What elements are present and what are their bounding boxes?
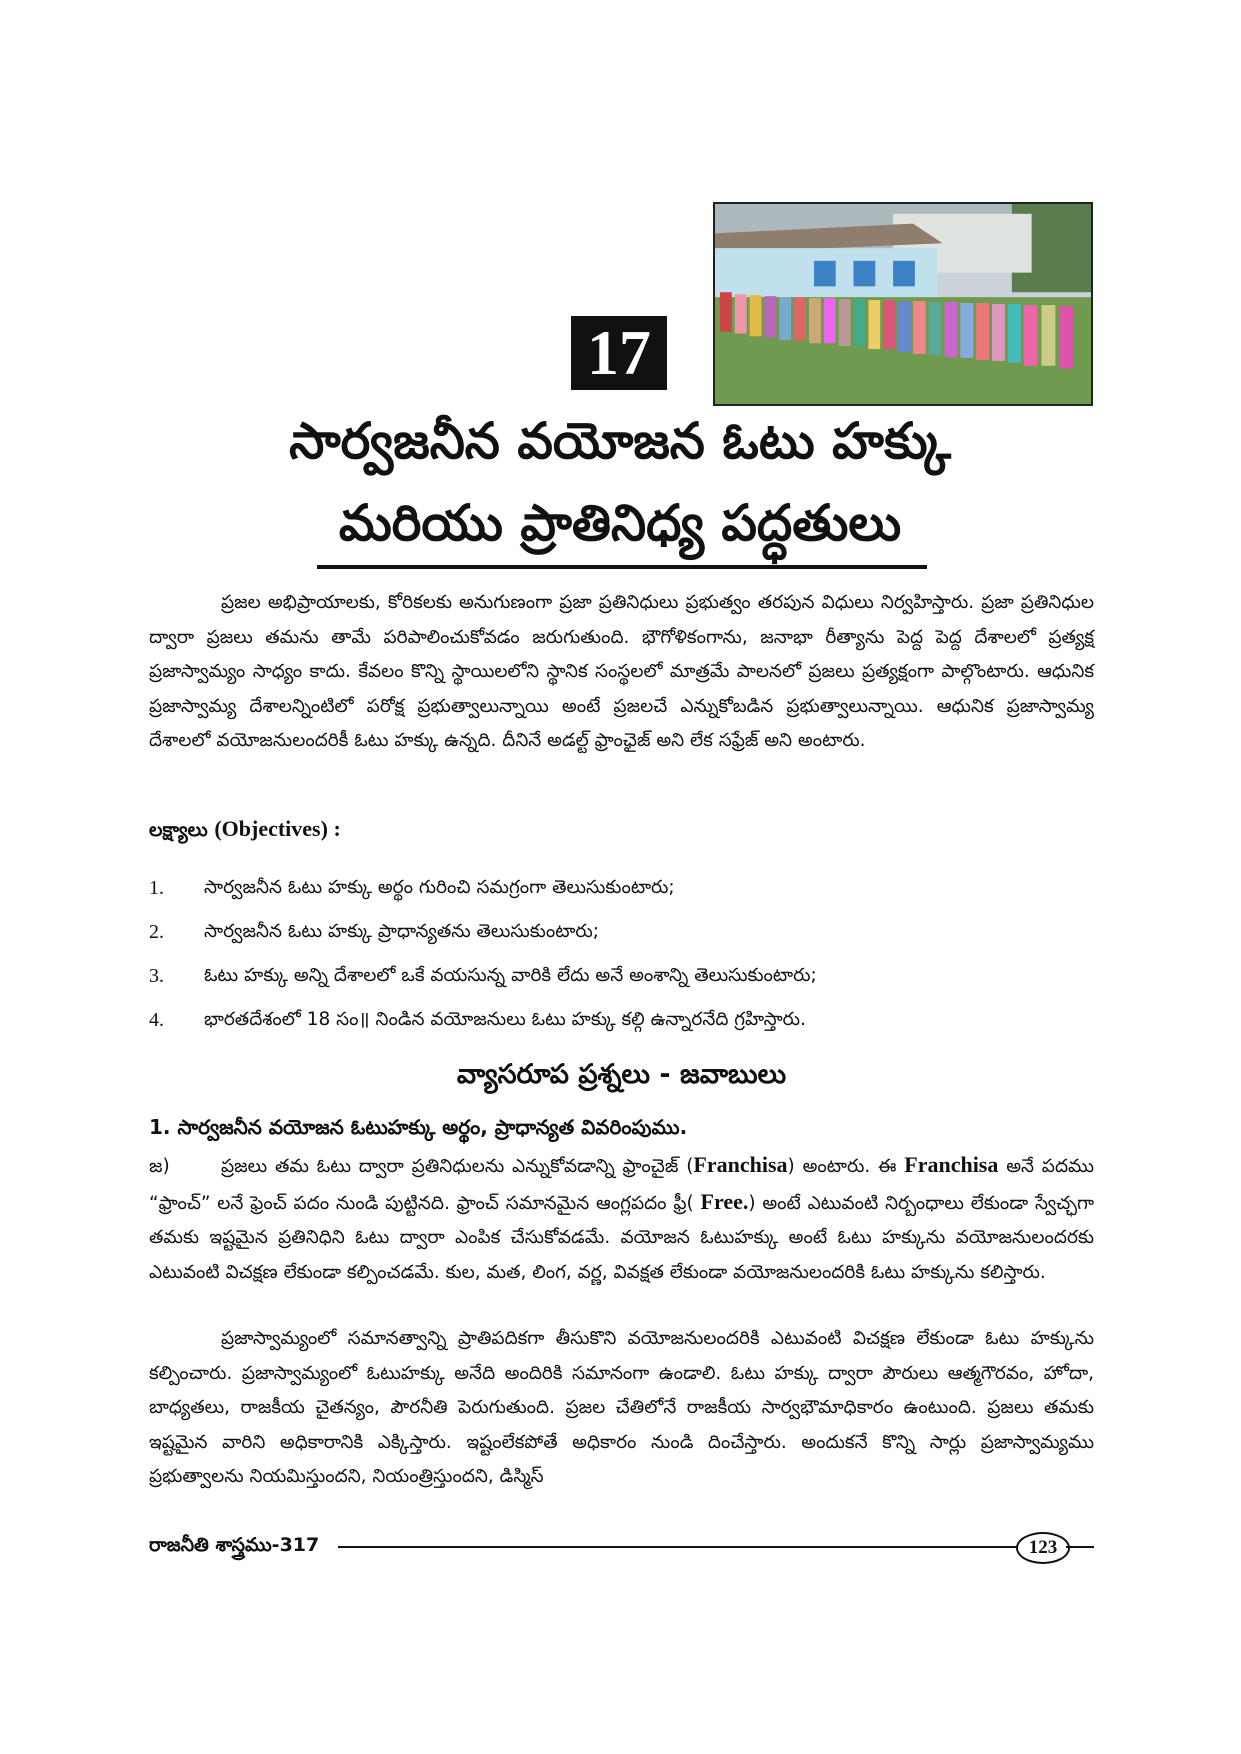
list-item (149, 866, 1094, 910)
item-number: 1. (149, 877, 164, 899)
footer-rule-right (1066, 1546, 1094, 1548)
answer-text-3: అనే పదము “ఫ్రాంచ్” లనే ఫ్రెంచ్ పదం నుండి పుట్టినది. ఫ్రాంచ్ సమానమైన ఆంగ్లపదం ఫ్రీ( (149, 1156, 1094, 1214)
chapter-title-line1: సార్వజనీన వయోజన ఓటు హక్కు (289, 412, 951, 470)
queue-of-voters-photo (713, 202, 1093, 406)
answer-english-term-3: Free. (700, 1188, 749, 1214)
item-number: 3. (149, 965, 164, 987)
answer-english-term-2: Franchisa (904, 1152, 999, 1177)
answer-text-1: ప్రజలు తమ ఓటు ద్వారా ప్రతినిధులను ఎన్నుకోవడాన్ని ఫ్రాంచైజ్ ( (221, 1156, 694, 1177)
footer-rule (338, 1546, 1018, 1548)
section-heading: వ్యాసరూప ప్రశ్నలు - జవాబులు (456, 1059, 787, 1090)
question-heading: 1. సార్వజనీన వయోజన ఓటుహక్కు అర్థం, ప్రాధాన్యత వివరింపుము. (149, 1115, 688, 1139)
title-underline (317, 565, 927, 569)
answer-marker: జ) (149, 1156, 170, 1177)
answer-text-2: ) అంటారు. ఈ (787, 1156, 897, 1177)
answer-english-term-1: Franchisa (693, 1152, 788, 1177)
footer-subject-label: రాజనీతి శాస్త్రము-317 (149, 1534, 320, 1556)
chapter-number: 17 (571, 316, 667, 390)
list-item (149, 954, 1094, 998)
objectives-heading-en: (Objectives) : (214, 816, 341, 841)
page-number: 123 (1016, 1532, 1070, 1564)
answer-paragraph (149, 1148, 1094, 1290)
answer-text-4: ) అంటే ఎటువంటి నిర్బంధాలు లేకుండా స్వేచ్ఛగా తమకు ఇష్టమైన ప్రతినిధిని ఓటు ద్వారా ఎంపిక చేసుకోవడమే. వయోజన ఓటుహక్కు అంటే ఓటు హక్కును వయోజనులందరకు ఎటువంటి విచక్షణ లేకుండా కల్పించడమే. కుల, మత, లింగ, వర్ణ, వివక్షత లేకుండా వయోజనులందరికి ఓటు హక్కును కలిస్తారు. (149, 1192, 1094, 1283)
list-item (149, 910, 1094, 954)
intro-paragraph (149, 586, 1094, 759)
chapter-title-line2: మరియు ప్రాతినిధ్య పద్ధతులు (338, 494, 902, 552)
objectives-list (149, 866, 1094, 1042)
list-item (149, 998, 1094, 1042)
item-text: సార్వజనీన ఓటు హక్కు అర్థం గురించి సమగ్రంగా తెలుసుకుంటారు; (204, 877, 675, 898)
item-number: 2. (149, 921, 164, 943)
answer-paragraph-2-text: ప్రజాస్వామ్యంలో సమానత్వాన్ని ప్రాతిపదికగా తీసుకొని వయోజనులందరికి ఎటువంటి విచక్షణ లేకుండా ఓటు హక్కును కల్పించారు. ప్రజాస్వామ్యంలో ఓటుహక్కు అనేది అందిరికి సమానంగా ఉండాలి. ఓటు హక్కు ద్వారా పౌరులు ఆత్మగౌరవం, హోదా, బాధ్యతలు, రాజకీయ చైతన్యం, పౌరనీతి పెరుగుతుంది. ప్రజల చేతిలోనే రాజకీయ సార్వభౌమాధికారం ఉంటుంది. ప్రజలు తమకు ఇష్టమైన వారిని అధికారానికి ఎక్కిస్తారు. ఇష్టంలేకపోతే అధికారం నుండి దించేస్తారు. అందుకనే కొన్ని సార్లు ప్రజాస్వామ్యము ప్రభుత్వాలను నియమిస్తుందని, నియంత్రిస్తుందని, డిస్మిస్ (149, 1328, 1094, 1488)
objectives-heading-te: లక్ష్యాలు (149, 819, 208, 841)
answer-paragraph-2 (149, 1322, 1094, 1495)
objectives-heading (149, 812, 1094, 848)
item-text: సార్వజనీన ఓటు హక్కు ప్రాధాన్యతను తెలుసుకుంటారు; (204, 921, 600, 942)
item-text: ఓటు హక్కు అన్ని దేశాలలో ఒకే వయసున్న వారికి లేదు అనే అంశాన్ని తెలుసుకుంటారు; (204, 965, 817, 986)
item-text: భారతదేశంలో 18 సం॥ నిండిన వయోజనులు ఓటు హక్కు కల్గి ఉన్నారనేది గ్రహిస్తారు. (204, 1009, 806, 1030)
intro-text: ప్రజల అభిప్రాయాలకు, కోరికలకు అనుగుణంగా ప్రజా ప్రతినిధులు ప్రభుత్వం తరపున విధులు నిర్వహిస్తారు. ప్రజా ప్రతినిధుల ద్వారా ప్రజలు తమను తామే పరిపాలించుకోవడం జరుగుతుంది. భౌగోళికంగాను, జనాభా రీత్యాను పెద్ద పెద్ద దేశాలలో ప్రత్యక్ష ప్రజాస్వామ్యం సాధ్యం కాదు. కేవలం కొన్ని స్థాయిలలోని స్థానిక సంస్థలలో మాత్రమే పాలనలో ప్రజలు ప్రత్యక్షంగా పాల్గొంటారు. ఆధునిక ప్రజాస్వామ్య దేశాలన్నింటిలో పరోక్ష ప్రభుత్వాలున్నాయి అంటే ప్రజలచే ఎన్నుకోబడిన ప్రభుత్వాలున్నాయి. ఆధునిక ప్రజాస్వామ్య దేశాలలో వయోజనులందరికీ ఓటు హక్కు ఉన్నది. దీనినే అడల్ట్ ఫ్రాంఛైజ్ అని లేక సఫ్రేజ్ అని అంటారు. (149, 592, 1094, 752)
item-number: 4. (149, 1009, 164, 1031)
